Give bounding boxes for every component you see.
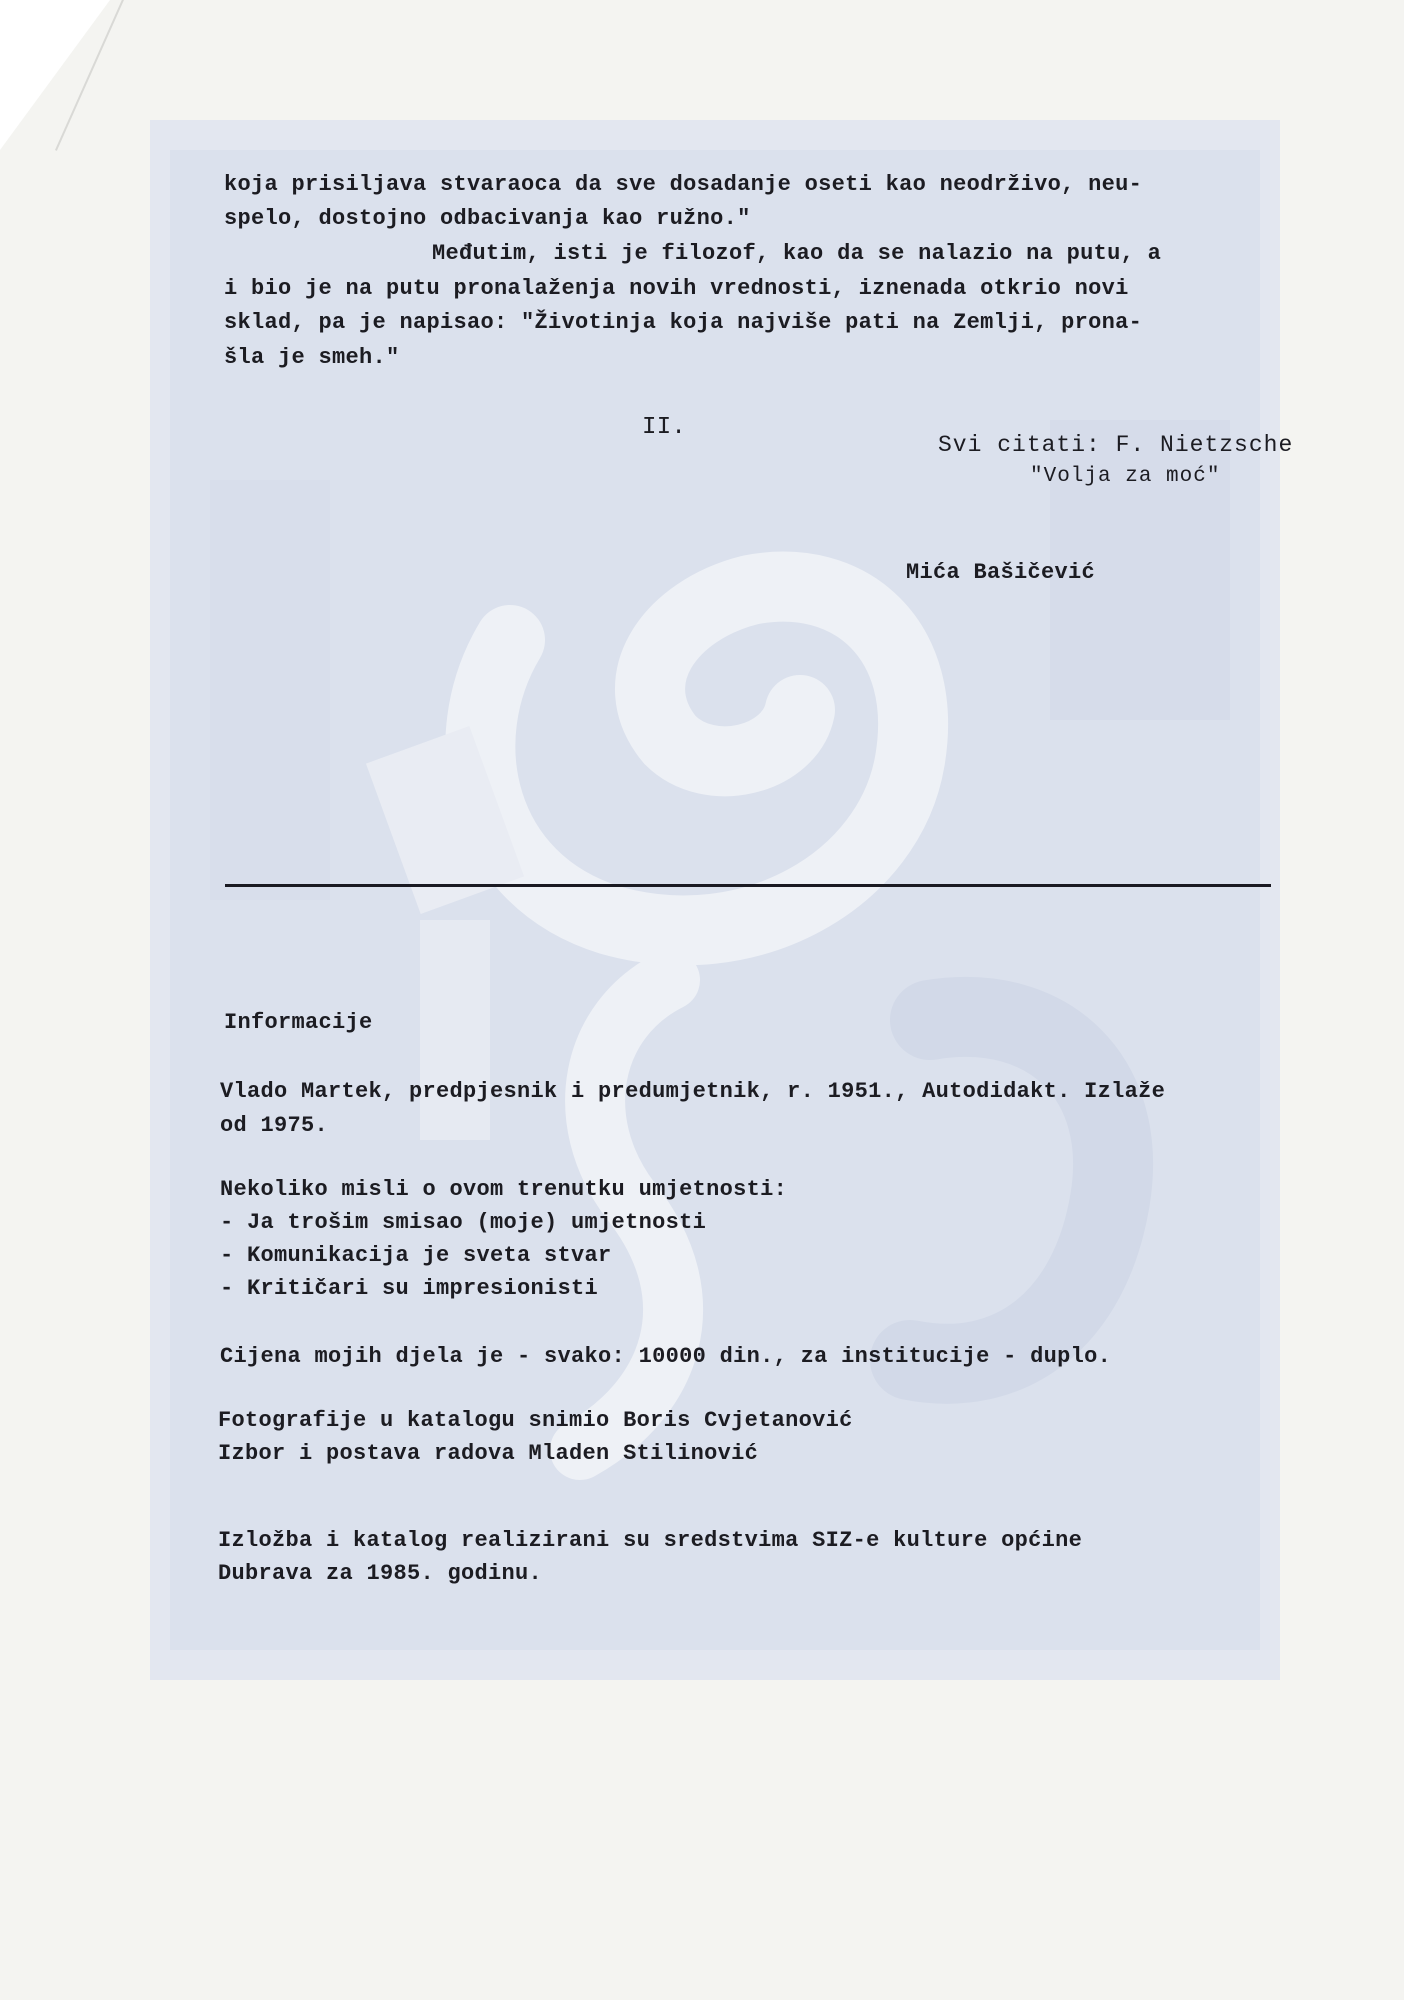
funding-line: Dubrava za 1985. godinu. (218, 1561, 543, 1586)
author-signature: Mića Bašičević (906, 560, 1096, 585)
essay-line: spelo, dostojno odbacivanja kao ružno." (224, 206, 751, 231)
essay-line: Međutim, isti je filozof, kao da se nalazio na putu, a (432, 241, 1162, 266)
citation-source: Svi citati: F. Nietzsche (938, 432, 1294, 458)
credits-line: Izbor i postava radova Mladen Stilinović (218, 1441, 759, 1466)
bio-line: od 1975. (220, 1113, 329, 1138)
thought-item: - Ja trošim smisao (moje) umjetnosti (220, 1210, 707, 1235)
citation-title: "Volja za moć" (1030, 465, 1221, 488)
info-heading: Informacije (224, 1010, 373, 1035)
divider (225, 884, 1271, 887)
bio-line: Vlado Martek, predpjesnik i predumjetnik, r. 1951., Autodidakt. Izlaže (220, 1079, 1166, 1104)
essay-line: sklad, pa je napisao: "Životinja koja najviše pati na Zemlji, prona- (224, 310, 1143, 335)
section-mark: II. (642, 414, 687, 441)
essay-line: šla je smeh." (224, 345, 400, 370)
essay-line: koja prisiljava stvaraoca da sve dosadanje oseti kao neodrživo, neu- (224, 172, 1143, 197)
thought-item: - Kritičari su impresionisti (220, 1276, 599, 1301)
thoughts-intro: Nekoliko misli o ovom trenutku umjetnosti: (220, 1177, 788, 1202)
essay-line: i bio je na putu pronalaženja novih vrednosti, iznenada otkrio novi (224, 276, 1129, 301)
thought-item: - Komunikacija je sveta stvar (220, 1243, 612, 1268)
price-note: Cijena mojih djela je - svako: 10000 din., za institucije - duplo. (220, 1344, 1112, 1369)
funding-line: Izložba i katalog realizirani su sredstvima SIZ-e kulture općine (218, 1528, 1083, 1553)
corner-fold (0, 0, 110, 150)
credits-line: Fotografije u katalogu snimio Boris Cvjetanović (218, 1408, 853, 1433)
